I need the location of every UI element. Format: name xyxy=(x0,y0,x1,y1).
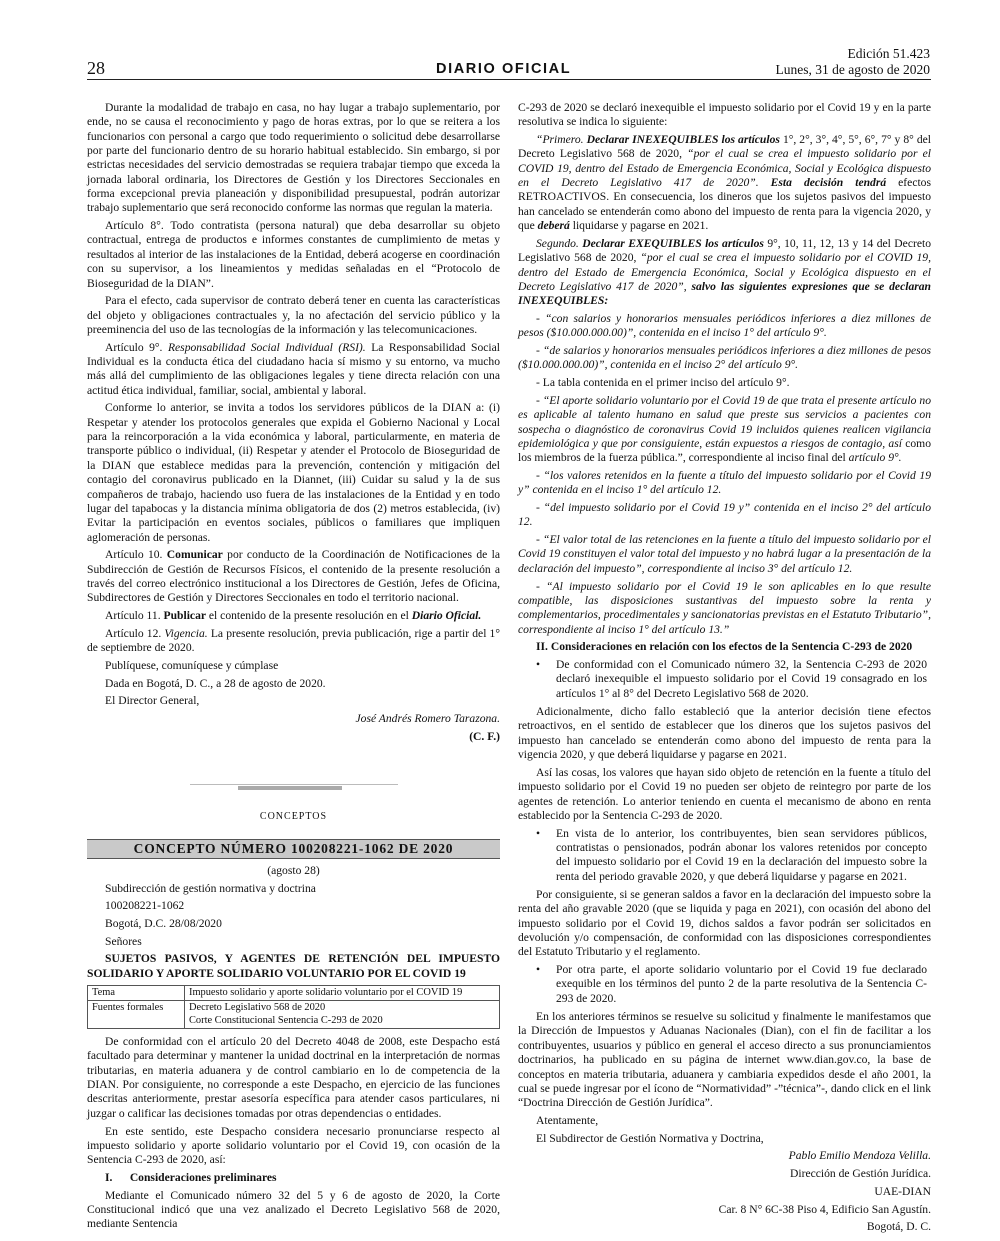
signer-city: Bogotá, D. C. xyxy=(866,1220,931,1234)
bullet-item: • En vista de lo anterior, los contribuyentes, bien sean servidores públicos, contratistas o pensionados, podrán abonar los valores retenidos por concepto del impuesto solidario por el Covid 19 en la declaración del impuesto sobre la renta del periodo gravable 2020, y que deberá liquidarse y pagarse en 2021. xyxy=(536,826,927,883)
source-item: Corte Constitucional Sentencia C-293 de 2020 xyxy=(189,1014,383,1026)
quoted-item: - La tabla contenida en el primer inciso del artículo 9°. xyxy=(536,376,790,390)
table-cell: Tema xyxy=(88,985,185,1001)
left-column xyxy=(87,101,500,1235)
text-line: Señores xyxy=(105,934,142,948)
header-rule xyxy=(87,79,931,80)
bullet-item: • Por otra parte, el aporte solidario voluntario por el Covid 19 fue declarado exequible en los términos del punto 2 de la parte resolutiva de la Sentencia C-293 de 2020. xyxy=(536,963,927,1005)
table-row xyxy=(88,985,500,1001)
section-heading: I. Consideraciones preliminares xyxy=(105,1170,277,1184)
paragraph: En este sentido, este Despacho considera necesario pronunciarse respecto al impuesto solidario y aporte solidario voluntario por el Covid 19, con ocasión de la Sentencia C-293 de 2020, así: xyxy=(87,1124,500,1167)
paragraph: Artículo 8°. Todo contratista (persona natural) que deba desarrollar su objeto contractual, entrega de productos e informes constantes de cumplimiento de metas y resultados al interior de las instalaciones de la Entidad, deberá acogerse en coordinación con su supervisor, a los lineamientos y medidas señaladas en el “Protocolo de Bioseguridad de la DIAN”. xyxy=(87,219,500,290)
right-column xyxy=(518,101,931,1238)
paragraph: Artículo 9°. Responsabilidad Social Individual (RSI). La Responsabilidad Social Individual es la conducta ética del ciudadano hacia sí mismo y su entorno, va mucho más allá del cumplimiento de las obligaciones legales y tiene directa relación con una actitud ética individual, familiar, social, ambiental y laboral. xyxy=(87,340,501,397)
section-label: CONCEPTOS xyxy=(259,811,328,823)
quoted-item: - “del impuesto solidario por el Covid 19 y” contenida en el inciso 2° del artículo 12. xyxy=(518,501,931,529)
text-line: 100208221-1062 xyxy=(105,899,185,913)
signer-role: El Director General, xyxy=(105,694,200,708)
concept-date: (agosto 28) xyxy=(267,863,320,877)
paragraph: C-293 de 2020 se declaró inexequible el impuesto solidario por el Covid 19 y en la parte resolutiva se indica lo siguiente: xyxy=(518,101,931,129)
paragraph: Por consiguiente, si se generan saldos a favor en la declaración del impuesto sobre la renta del año gravable 2020 (que se liquida y paga en 2021), con ocasión del abono del impuesto solidario por el Covid 19, dichos saldos a favor podrán ser solicitados en devolución y/o compensación, de conformidad con las disposiciones correspondientes del Estatuto Tributario y el reglamento. xyxy=(518,888,931,959)
paragraph: Durante la modalidad de trabajo en casa, no hay lugar a trabajo suplementario, por ende, no se causa el reconocimiento y pago de horas extras, por lo que se reitera a los funcionarios con personal a cargo que todo requerimiento o solicitud debe desarrollarse por parte del funcionario dentro de su horario habitual establecido. Sin embargo, si por estrictas necesidades del servicio demostradas se requiera trabajar tiempo que exceda la jornada laboral ordinaria, los Directores de Gestión y los Directores Seccionales en forma excepcional previa planeación y disponibilidad presupuestal, podrán autorizar trabajo suplementario que será reconocido conforme las normas que regulan la materia. xyxy=(87,101,500,215)
paragraph: Artículo 10. Comunicar por conducto de la Coordinación de Notificaciones de la Subdirección de Gestión de Recursos Físicos, el contenido de la presente resolución a través del correo electrónico institucional a los Directores de Gestión, Jefes de Oficina, Subdirectores de Gestión y Directores Seccionales en todo el territorio nacional. xyxy=(87,548,500,605)
concept-title: CONCEPTO NÚMERO 100208221-1062 DE 2020 xyxy=(87,839,500,858)
paragraph: De conformidad con el artículo 20 del Decreto 4048 de 2008, este Despacho está facultado para determinar y mantener la unidad doctrinal en la interpretación de normas tributarias, en materia aduanera y de control cambiario en lo de competencia de la DIAN. Por consiguiente, no corresponde a este Despacho, en ejercicio de las funciones descritas anteriormente, prestar asesoría específica para atender casos particulares, ni juzgar o calificar las decisiones tomadas por otras dependencias o entidades. xyxy=(87,1035,500,1120)
table-cell: Fuentes formales xyxy=(88,1001,185,1029)
closing-line: Publíquese, comuníquese y cúmplase xyxy=(105,658,279,672)
concept-metadata-table xyxy=(87,985,500,1030)
date-line: Dada en Bogotá, D. C., a 28 de agosto de 2020. xyxy=(105,676,326,690)
signer-name: Pablo Emilio Mendoza Velilla. xyxy=(788,1149,931,1163)
text-line: Bogotá, D.C. 28/08/2020 xyxy=(105,917,222,931)
signer-address: Car. 8 N° 6C-38 Piso 4, Edificio San Agustín. xyxy=(718,1202,931,1216)
closing-line: Atentamente, xyxy=(536,1113,599,1127)
signer-entity: UAE-DIAN xyxy=(874,1184,931,1198)
quoted-item: - “El valor total de las retenciones en la fuente a título del impuesto solidario por el Covid 19 constituyen el valor total del impuesto y no habrá lugar a la presentación de la declaración del impuesto”, correspondiente al inciso 3° del artículo 12. xyxy=(518,533,931,575)
cf-mark: (C. F.) xyxy=(469,729,500,743)
paragraph: Conforme lo anterior, se invita a todos los servidores públicos de la DIAN a: (i) Respetar y atender los protocolos generales que expida el Gobierno Nacional y Local para la reincorporación a la vida económica y laboral, particularmente, en materia de transporte público o individual, (ii) Respetar y atender el Protocolo de Bioseguridad de la DIAN que establece medidas para la prevención, contención y mitigación del contagio del coronavirus publicado en la Diannet, (iii) Cuidar su salud y la de sus compañeros de trabajo, haciendo uso fuera de las instalaciones de la Entidad y en todo lugar del tapabocas y la distancia mínima obligatoria de dos (2) metros establecida, (iv) Evitar la participación en eventos sociales, públicos o familiares que impliquen aglomeración de personas. xyxy=(87,401,500,544)
table-row xyxy=(88,1001,500,1029)
paragraph: Para el efecto, cada supervisor de contrato deberá tener en cuenta las características del objeto y obligaciones contractuales y, la no afectación del servicio público y la preeminencia del uso de las tecnologías de la información y las telecomunicaciones. xyxy=(87,294,500,336)
page-number: 28 xyxy=(87,58,105,78)
paragraph: Artículo 11. Publicar el contenido de la presente resolución en el Diario Oficial. xyxy=(105,609,482,623)
paragraph: En los anteriores términos se resuelve su solicitud y finalmente le manifestamos que la Dirección de Impuestos y Aduanas Nacionales (Dian), con el fin de facilitar a los contribuyentes, usuarios y público en general el acceso directo a sus pronunciamientos doctrinarios, ha publicado en su página de internet www.dian.gov.co, la base de conceptos en materia tributaria, aduanera y cambiaria expedidos desde el año 2001, la cual se puede ingresar por el ícono de “Normatividad” -”técnica”-, dando click en el link “Doctrina Dirección de Gestión Jurídica”. xyxy=(518,1010,931,1110)
bullet-item: • De conformidad con el Comunicado número 32, la Sentencia C-293 de 2020 declaró inexequible el impuesto solidario por el Covid 19 consagrado en los artículos 1° al 8° del Decreto Legislativo 568 de 2020. xyxy=(536,658,927,700)
text-line: Subdirección de gestión normativa y doctrina xyxy=(105,881,316,895)
paragraph: Artículo 12. Vigencia. La presente resolución, previa publicación, rige a partir del 1° de septiembre de 2020. xyxy=(87,626,500,655)
quoted-item: - “Al impuesto solidario por el Covid 19 le son aplicables en lo que resulte compatible, las disposiciones sustantivas del impuesto sobre la renta y complementarios, procedimentales y sancionatorias previstas en el Estatuto Tributario”, correspondiente al inciso 1° del artículo 13.” xyxy=(518,579,931,636)
signer-office: Dirección de Gestión Jurídica. xyxy=(789,1167,931,1181)
quoted-item: - “El aporte solidario voluntario por el Covid 19 de que trata el presente artículo no es aplicable al talento humano en salud que preste sus servicios a pacientes con sospecha o diagnóstico de coronavirus Covid 19 incluidos quienes realicen vigilancia epidemiológica y que por consiguiente, están expuestos a riesgos de contagio, así como los miembros de la fuerza pública.”, correspondiente al inciso final del artículo 9°. xyxy=(518,393,932,465)
quoted-item: - “de salarios y honorarios mensuales periódicos inferiores a diez millones de pesos ($10.000.000.00)”, contenida en el inciso 2° del artículo 9°. xyxy=(518,344,931,372)
section-separator xyxy=(190,784,398,785)
quoted-item: - “con salarios y honorarios mensuales periódicos inferiores a diez millones de pesos ($10.000.000.00)”, contenida en el inciso 1° del artículo 9°. xyxy=(518,311,931,340)
publication-date: Lunes, 31 de agosto de 2020 xyxy=(775,62,930,77)
signer-name: José Andrés Romero Tarazona. xyxy=(355,712,500,726)
table-cell xyxy=(185,1001,500,1029)
concept-subject: SUJETOS PASIVOS, Y AGENTES DE RETENCIÓN DEL IMPUESTO SOLIDARIO Y APORTE SOLIDARIO VOLUNTARIO POR EL COVID 19 xyxy=(87,952,500,980)
table-cell: Impuesto solidario y aporte solidario voluntario por el COVID 19 xyxy=(185,985,500,1001)
paragraph: Adicionalmente, dicho fallo estableció que la anterior decisión tiene efectos retroactivos, en el sentido de establecer que los dineros que los sujetos pasivos del impuesto han cancelado se entenderán como abono del impuesto de renta para la vigencia 2020, y que deberá liquidarse y pagarse en 2021. xyxy=(518,705,931,762)
resolution-second: Segundo. Declarar EXEQUIBLES los artículos 9°, 10, 11, 12, 13 y 14 del Decreto Legislativo 568 de 2020, “por el cual se crea el impuesto solidario por el COVID 19, dentro del Estado de Emergencia Económica, Social y Ecológica dispuesto en el Decreto Legislativo 417 de 2020”, salvo las siguientes expresiones que se declaran INEXEQUIBLES: xyxy=(518,236,932,308)
paragraph: Mediante el Comunicado número 32 del 5 y 6 de agosto de 2020, la Corte Constitucional indicó que una vez analizado el Decreto Legislativo 568 de 2020, mediante Sentencia xyxy=(87,1188,500,1231)
paragraph: Así las cosas, los valores que hayan sido objeto de retención en la fuente a título del impuesto solidario por el Covid 19 no pueden ser objeto de reintegro por parte de los agentes de retención. Lo anterior teniendo en cuenta el mecanismo de abono en renta establecido por la Sentencia C-293 de 2020. xyxy=(518,765,931,822)
newspaper-title: DIARIO OFICIAL xyxy=(436,61,572,77)
signer-role: El Subdirector de Gestión Normativa y Doctrina, xyxy=(536,1131,764,1145)
resolution-first: “Primero. Declarar INEXEQUIBLES los artículos 1°, 2°, 3°, 4°, 5°, 6°, 7° y 8° del Decreto Legislativo 568 de 2020, “por el cual se crea el impuesto solidario por el COVID 19, dentro del Estado de Emergencia Económica, Social y Ecológica dispuesto en el Decreto Legislativo 417 de 2020”. Esta decisión tendrá efectos RETROACTIVOS. En consecuencia, los dineros que los sujetos pasivos del impuesto han cancelado se entenderán como abono del impuesto de renta para la vigencia 2020, y que deberá liquidarse y pagarse en 2021. xyxy=(518,133,931,233)
source-item: Decreto Legislativo 568 de 2020 xyxy=(189,1002,326,1014)
edition-number: Edición 51.423 xyxy=(847,46,930,61)
section-heading: II. Consideraciones en relación con los efectos de la Sentencia C-293 de 2020 xyxy=(536,640,913,654)
quoted-item: - “los valores retenidos en la fuente a título del impuesto solidario por el Covid 19 y” contenida en el inciso 1° del artículo 12. xyxy=(518,468,931,497)
